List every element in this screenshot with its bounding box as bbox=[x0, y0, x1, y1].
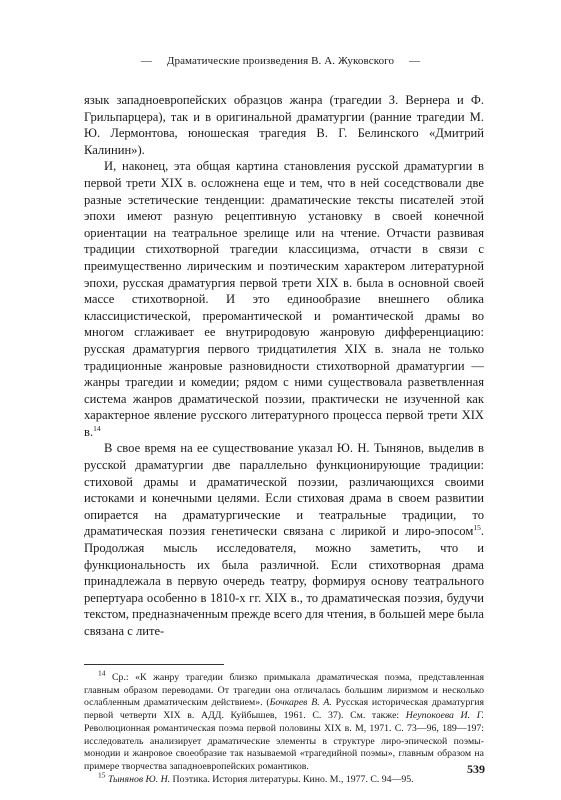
text-run: Русская историческая драматургия первой четверти XIX в. АДД. Куйбышев, 1961. С. 37). См. также: bbox=[84, 697, 484, 722]
text-run: В свое время на ее существование указал Ю. Н. Тынянов, выделив в русской драматургии две параллельно функционирующие традиции: стиховой драмы и драматической поэзии, различающихся своими истоками и конечными целями. Если стиховая драма в своем развитии опирается на драматургические и театральные традиции, то драматическая поэзия генетически связана с лирикой и лиро-эпосом bbox=[84, 441, 484, 539]
author-name: Неупокоева И. Г. bbox=[405, 710, 484, 722]
paragraph bbox=[84, 158, 484, 440]
footnote-ref: 14 bbox=[93, 423, 101, 433]
main-text bbox=[84, 92, 484, 640]
author-name: Тынянов Ю. Н. bbox=[107, 773, 171, 785]
text-run: Революционная романтическая поэма первой половины XIX в. М, 1971. С. 73—96, 189—197: исследователь анализирует драматические элементы в структуре лиро-эпической поэмы-монодии и жанровое своеобразие так называемой «трагедийной поэмы», главным образом на примере творчества западноевропейских романтиков. bbox=[84, 722, 484, 772]
running-head-dash-right: — bbox=[408, 55, 421, 67]
text-run: Ср.: «К жанру трагедии близко примыкала драматическая поэма, представленная главным образом переводами. От трагедии она отличалась большим лиризмом и несколько ослабленным драматическим действием». ( bbox=[84, 672, 484, 709]
paragraph-continuation bbox=[84, 92, 484, 158]
footnote-ref: 15 bbox=[473, 523, 481, 533]
footnote-ref: 14 bbox=[98, 668, 106, 678]
running-head-title: Драматические произведения В. А. Жуковского bbox=[166, 55, 395, 67]
footnote-ref: 15 bbox=[98, 770, 106, 780]
page-number: 539 bbox=[467, 762, 485, 776]
author-name: Бочкарев В. А. bbox=[269, 697, 332, 709]
running-head bbox=[0, 55, 561, 67]
text-run: Поэтика. История литературы. Кино. М., 1977. С. 94—95. bbox=[170, 773, 414, 785]
paragraph bbox=[84, 440, 484, 639]
footnote-separator-rule bbox=[84, 664, 224, 665]
footnote bbox=[84, 668, 484, 774]
text-run: язык западноевропейских образцов жанра (трагедии З. Вернера и Ф. Грильпарцера), так и в оригинальной драматургии (ранние трагедии М. Ю. Лермонтова, юношеская трагедия В. Г. Белинского «Дмитрий Калинин»). bbox=[84, 93, 484, 157]
text-run: И, наконец, эта общая картина становления русской драматургии в первой трети XIX в. осложнена еще и тем, что в ней соседствовали две разные эстетические тенденции: драматические тексты писателей этой эпохи имеют разную рецептивную установку в своей конечной ориентации на театральное зрелище или на чтение. Отчасти развивая традиции стихотворной трагедии классицизма, отчасти в связи с преимущественно лирическим и поэтическим характером литературной эпохи, русская драматургия первой трети XIX в. была в основной своей массе стихотворной. И это единообразие внешнего облика классицистической, преромантической и романтической драмы во многом сглаживает ее внутриродовую жанровую дифференциацию: русская драматургия первого тридцатилетия XIX в. знала не только традиционные жанровые разновидности стихотворной драматургии — жанры трагедии и комедии; рядом с ними существовала разветвленная система жанров драматической поэзии, практически не изученной как характерное явление русского литературного процесса первой трети XIX в. bbox=[84, 159, 484, 439]
text-run: . Продолжая мысль исследователя, можно заметить, что и функциональность их была различной. Если стихотворная драма принадлежала в первую очередь театру, формируя основу театрального репертуара особенно в 1810-х гг. XIX в., то драматическая поэзия, будучи текстом, предназначенным прежде всего для чтения, в большей мере была связана с лите- bbox=[84, 524, 484, 638]
running-head-dash-left: — bbox=[140, 55, 152, 67]
footnote bbox=[84, 770, 484, 787]
footnotes bbox=[84, 668, 484, 786]
